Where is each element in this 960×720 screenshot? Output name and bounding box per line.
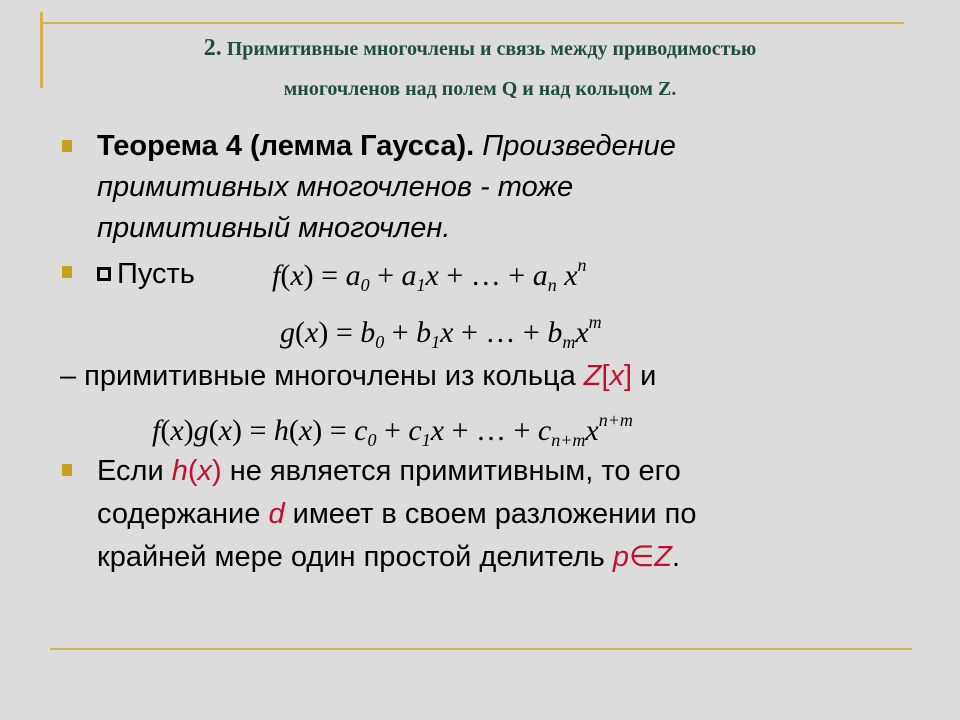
h-arg: x bbox=[197, 455, 213, 487]
bullet-marker-2 bbox=[62, 266, 72, 278]
title-line-2: многочленов над полем Q и над кольцом Z. bbox=[283, 78, 677, 100]
bullet-marker-3 bbox=[62, 464, 72, 476]
if-text-3a: крайней мере один простой делитель bbox=[97, 541, 613, 573]
title-number: 2. bbox=[203, 35, 222, 61]
theorem-line-3: примитивный многочлен. bbox=[97, 212, 451, 244]
theorem-text-1: Произведение bbox=[482, 130, 676, 162]
ring-x: x bbox=[609, 360, 625, 392]
bottom-rule bbox=[50, 648, 912, 650]
theorem-head: Теорема 4 (лемма Гаусса). bbox=[97, 130, 475, 162]
dash-line-end: и bbox=[632, 360, 657, 392]
h-paren-close: ) bbox=[212, 455, 222, 487]
let-word: Пусть bbox=[117, 258, 195, 290]
formula-f: $f(x) = a_0 + a_1x$ + … + $a_n$ $x^n$ bbox=[272, 255, 587, 295]
dash-line-text: – примитивные многочлены из кольца bbox=[60, 360, 584, 392]
title-line-1: Примитивные многочлены и связь между приводимостью bbox=[226, 38, 757, 60]
if-text-3-end: . bbox=[671, 541, 681, 573]
formula-g: $g(x) = b_0 + b_1x$ + … + $b_mx^m$ bbox=[280, 312, 602, 352]
formula-h: $f(x)g(x) = h(x) = c_0 + c_1x$ + … + $c_{n+m}x^{n+m}$ bbox=[152, 410, 633, 450]
h-paren-open: ( bbox=[187, 455, 198, 487]
if-text-1a: Если bbox=[97, 455, 172, 487]
bracket-close: ] bbox=[624, 360, 633, 392]
element-of-symbol: ∈ bbox=[628, 541, 655, 573]
slide-title bbox=[60, 28, 900, 109]
proof-box-icon bbox=[97, 267, 111, 281]
dash-line bbox=[60, 356, 656, 396]
bullet-marker-1 bbox=[62, 140, 72, 152]
if-text-1b: не является примитивным, то его bbox=[221, 455, 681, 487]
theorem-line-2: примитивных многочленов - тоже bbox=[97, 171, 574, 203]
let-line bbox=[97, 254, 195, 294]
Z-symbol: Z bbox=[654, 541, 672, 573]
d-symbol: d bbox=[268, 498, 285, 530]
if-text-2a: содержание bbox=[97, 498, 269, 530]
if-line-2 bbox=[97, 494, 696, 534]
h-symbol: h bbox=[171, 455, 188, 487]
if-line-1 bbox=[97, 451, 681, 491]
if-line-3 bbox=[97, 537, 680, 577]
if-text-2b: имеет в своем разложении по bbox=[284, 498, 697, 530]
top-rule bbox=[40, 22, 904, 24]
theorem-line-1 bbox=[97, 126, 676, 166]
p-symbol: p bbox=[612, 541, 629, 573]
ring-Z: Z bbox=[583, 360, 602, 392]
bracket-open: [ bbox=[601, 360, 610, 392]
